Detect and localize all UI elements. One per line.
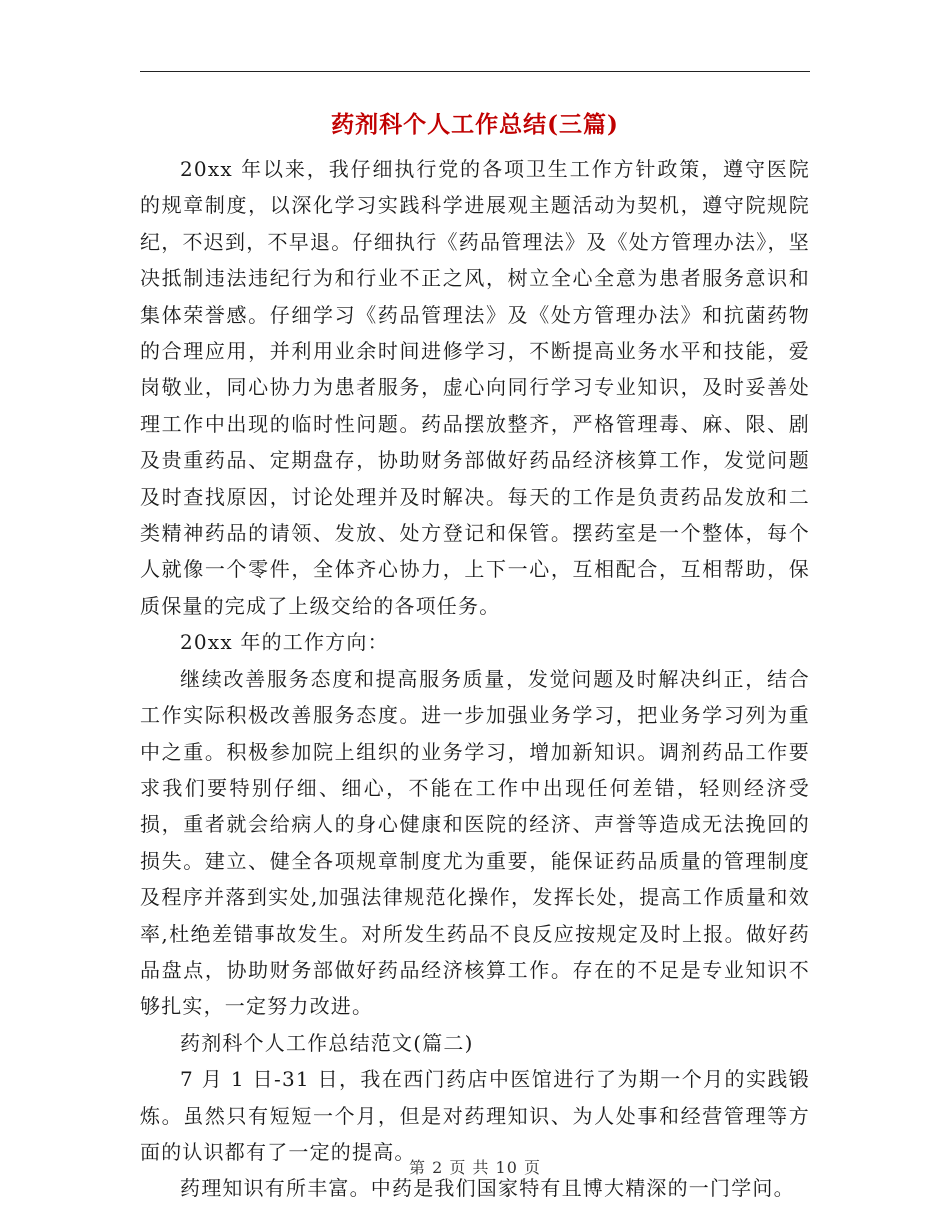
- document-title: 药剂科个人工作总结(三篇): [331, 111, 619, 138]
- paragraph-practice: 7 月 1 日-31 日，我在西门药店中医馆进行了为期一个月的实践锻炼。虽然只有短短一个月，但是对药理知识、为人处事和经营管理等方面的认识都有了一定的提高。: [140, 1067, 810, 1164]
- paragraph-section-two-heading: 药剂科个人工作总结范文(篇二): [180, 1030, 474, 1055]
- paragraph-heading-direction: 20xx 年的工作方向：: [180, 630, 389, 655]
- paragraph-direction: 继续改善服务态度和提高服务质量，发觉问题及时解决纠正，结合工作实际积极改善服务态度。进一步加强业务学习，把业务学习列为重中之重。积极参加院上组织的业务学习，增加新知识。调剂药品工作要求我们要特别仔细、细心，不能在工作中出现任何差错，轻则经济受损，重者就会给病人的身心健康和医院的经济、声誉等造成无法挽回的损失。建立、健全各项规章制度尤为重要，能保证药品质量的管理制度及程序并落到实处,加强法律规范化操作，发挥长处，提高工作质量和效率,杜绝差错事故发生。对所发生药品不良反应按规定及时上报。做好药品盘点，协助财务部做好药品经济核算工作。存在的不足是专业知识不够扎实，一定努力改进。: [140, 666, 810, 1019]
- paragraph-intro: 20xx 年以来，我仔细执行党的各项卫生工作方针政策，遵守医院的规章制度，以深化学习实践科学进展观主题活动为契机，遵守院规院纪，不迟到，不早退。仔细执行《药品管理法》及《处方管理办法》，坚决抵制违法违纪行为和行业不正之风，树立全心全意为患者服务意识和集体荣誉感。仔细学习《药品管理法》及《处方管理办法》和抗菌药物的合理应用，并利用业余时间进修学习，不断提高业务水平和技能，爱岗敬业，同心协力为患者服务，虚心向同行学习专业知识，及时妥善处理工作中出现的临时性问题。药品摆放整齐，严格管理毒、麻、限、剧及贵重药品、定期盘存，协助财务部做好药品经济核算工作，发觉问题及时查找原因，讨论处理并及时解决。每天的工作是负责药品发放和二类精神药品的请领、发放、处方登记和保管。摆药室是一个整体，每个人就像一个零件，全体齐心协力，上下一心，互相配合，互相帮助，保质保量的完成了上级交给的各项任务。: [140, 157, 810, 618]
- page-footer: [0, 1155, 950, 1178]
- paragraph-pharmacology: 药理知识有所丰富。中药是我们国家特有且博大精深的一门学问。: [180, 1176, 795, 1201]
- page-number: 第 2 页 共 10 页: [409, 1158, 541, 1177]
- document-body: [140, 151, 810, 1207]
- header-rule: [140, 71, 810, 72]
